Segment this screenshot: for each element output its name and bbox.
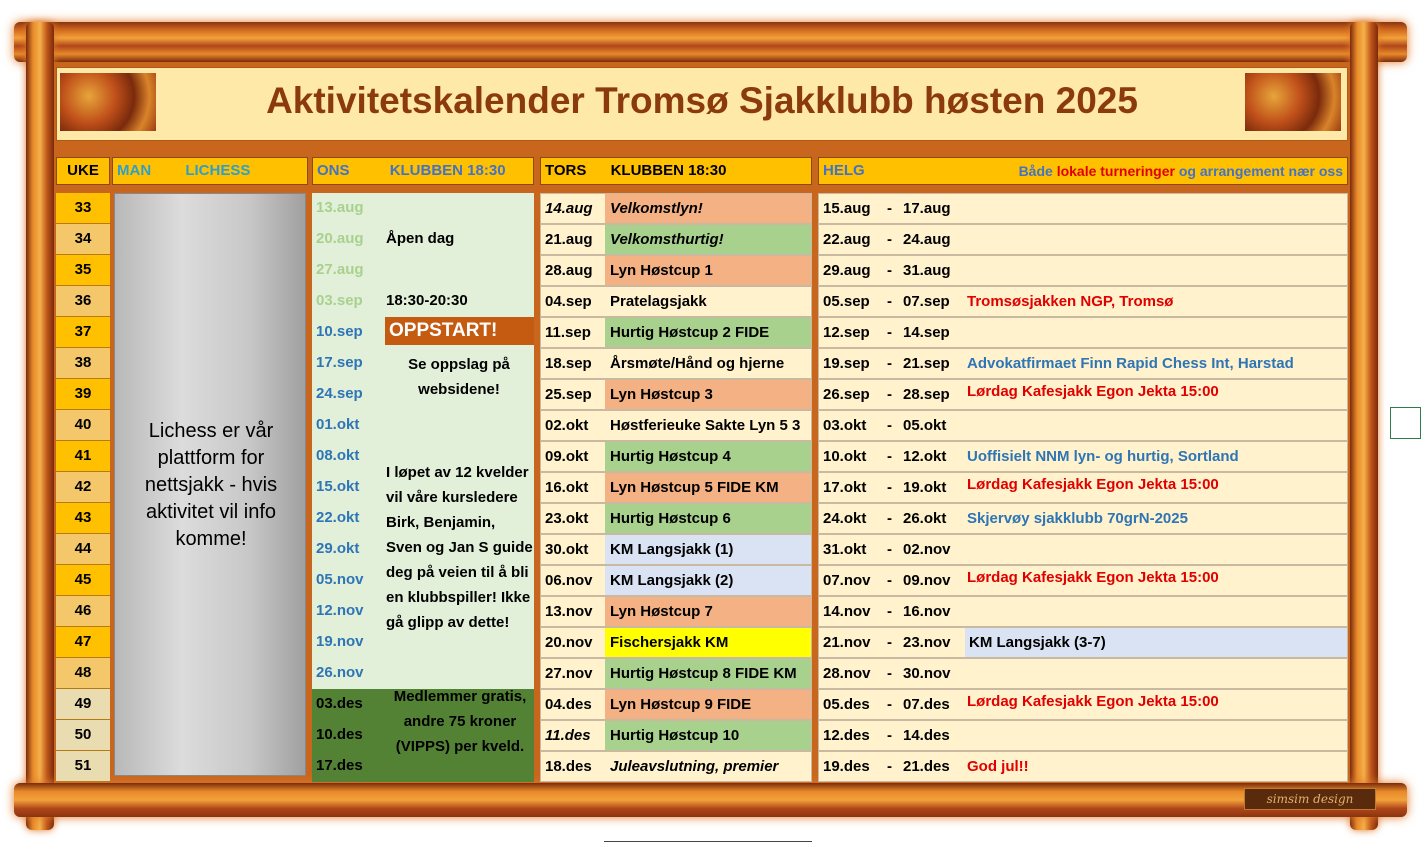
helg-row — [818, 224, 1348, 255]
ons-date: 15.okt — [312, 472, 534, 503]
tors-event: Lyn Høstcup 7 — [605, 597, 812, 626]
helg-from: 24.okt — [823, 510, 867, 527]
helg-row — [818, 441, 1348, 472]
helg-from: 31.okt — [823, 541, 867, 558]
week-number: 43 — [56, 503, 110, 534]
selection-box — [1390, 407, 1421, 439]
week-number: 51 — [56, 751, 110, 782]
tors-event: Hurtig Høstcup 2 FIDE — [605, 318, 812, 347]
helg-from: 12.sep — [823, 324, 870, 341]
header-ons — [312, 157, 534, 185]
tors-date: 23.okt — [545, 510, 589, 527]
tors-row — [540, 255, 812, 286]
tors-date: 09.okt — [545, 448, 589, 465]
week-number: 40 — [56, 410, 110, 441]
header-helg-label: HELG — [823, 162, 865, 179]
tors-event: Hurtig Høstcup 10 — [605, 721, 812, 750]
header-helg-note-2: lokale turneringer — [1056, 163, 1175, 179]
open-day-note: Åpen dag — [386, 230, 455, 247]
helg-from: 22.aug — [823, 231, 871, 248]
week-number: 46 — [56, 596, 110, 627]
frame-bottom — [14, 783, 1407, 817]
week-number: 47 — [56, 627, 110, 658]
tors-row — [540, 565, 812, 596]
ons-date: 13.aug — [312, 193, 534, 224]
helg-dash: - — [887, 231, 892, 248]
helg-to: 23.nov — [903, 634, 951, 651]
helg-event: Lørdag Kafesjakk Egon Jekta 15:00 — [967, 383, 1219, 400]
helg-dash: - — [887, 510, 892, 527]
helg-dash: - — [887, 727, 892, 744]
oppstart-banner: OPPSTART! — [385, 317, 534, 345]
tors-date: 16.okt — [545, 479, 589, 496]
tors-date: 25.sep — [545, 386, 592, 403]
helg-dash: - — [887, 758, 892, 775]
helg-row — [818, 720, 1348, 751]
bottom-line — [604, 841, 812, 842]
helg-from: 19.sep — [823, 355, 870, 372]
tors-event: Lyn Høstcup 1 — [605, 256, 812, 285]
helg-row — [818, 317, 1348, 348]
week-number: 39 — [56, 379, 110, 410]
helg-from: 17.okt — [823, 479, 867, 496]
helg-row — [818, 286, 1348, 317]
helg-to: 07.des — [903, 696, 950, 713]
helg-event: God jul!! — [967, 758, 1029, 775]
week-number: 34 — [56, 224, 110, 255]
helg-event: Uoffisielt NNM lyn- og hurtig, Sortland — [967, 448, 1239, 465]
week-number: 37 — [56, 317, 110, 348]
tors-date: 11.sep — [545, 324, 591, 341]
header-helg-note-3: og arrangement nær oss — [1178, 163, 1343, 179]
ons-date: 01.okt — [312, 410, 534, 441]
tors-event: Velkomstlyn! — [605, 194, 812, 223]
helg-from: 07.nov — [823, 572, 871, 589]
tors-event: Fischersjakk KM — [605, 628, 812, 657]
tors-date: 28.aug — [545, 262, 593, 279]
helg-dash: - — [887, 479, 892, 496]
helg-row — [818, 472, 1348, 503]
frame-top — [14, 22, 1407, 62]
week-number: 36 — [56, 286, 110, 317]
helg-from: 10.okt — [823, 448, 867, 465]
helg-row — [818, 193, 1348, 224]
ons-date: 17.des — [312, 751, 534, 782]
tors-date: 20.nov — [545, 634, 593, 651]
tors-row — [540, 751, 812, 782]
helg-to: 26.okt — [903, 510, 947, 527]
lichess-block — [114, 193, 306, 776]
tors-event: Hurtig Høstcup 6 — [605, 504, 812, 533]
frame-right — [1350, 22, 1378, 830]
tors-row — [540, 658, 812, 689]
helg-row — [818, 565, 1348, 596]
header-uke: UKE — [56, 157, 110, 185]
ons-date: 03.sep — [312, 286, 534, 317]
helg-event: Advokatfirmaet Finn Rapid Chess Int, Harstad — [967, 355, 1294, 372]
helg-dash: - — [887, 355, 892, 372]
helg-row — [818, 503, 1348, 534]
tors-date: 14.aug — [545, 200, 593, 217]
helg-to: 31.aug — [903, 262, 951, 279]
ons-date: 03.des — [312, 689, 534, 720]
autumn-leaves-image-right — [1245, 73, 1341, 131]
frame-left — [26, 22, 54, 830]
helg-from: 14.nov — [823, 603, 871, 620]
helg-from: 05.des — [823, 696, 870, 713]
helg-dash: - — [887, 541, 892, 558]
week-number: 48 — [56, 658, 110, 689]
tors-event: Høstferieuke Sakte Lyn 5 3 — [605, 411, 812, 440]
helg-row — [818, 627, 1348, 658]
week-number: 49 — [56, 689, 110, 720]
helg-to: 09.nov — [903, 572, 951, 589]
tors-date: 13.nov — [545, 603, 593, 620]
tors-event: Hurtig Høstcup 4 — [605, 442, 812, 471]
helg-to: 30.nov — [903, 665, 951, 682]
ons-date: 19.nov — [312, 627, 534, 658]
header-ons-club: KLUBBEN 18:30 — [389, 162, 506, 179]
week-number: 41 — [56, 441, 110, 472]
helg-from: 15.aug — [823, 200, 871, 217]
tors-row — [540, 410, 812, 441]
helg-dash: - — [887, 448, 892, 465]
helg-from: 05.sep — [823, 293, 870, 310]
helg-dash: - — [887, 572, 892, 589]
helg-dash: - — [887, 634, 892, 651]
tors-date: 06.nov — [545, 572, 593, 589]
helg-row — [818, 658, 1348, 689]
helg-dash: - — [887, 200, 892, 217]
members-note: Medlemmer gratis, andre 75 kroner (VIPPS) per kveld. — [393, 688, 527, 755]
week-number: 35 — [56, 255, 110, 286]
helg-dash: - — [887, 665, 892, 682]
ons-date: 29.okt — [312, 534, 534, 565]
header-man-label: MAN — [117, 162, 152, 179]
helg-row — [818, 410, 1348, 441]
helg-event: Tromsøsjakken NGP, Tromsø — [967, 293, 1174, 310]
helg-dash: - — [887, 417, 892, 434]
helg-dash: - — [887, 262, 892, 279]
helg-from: 28.nov — [823, 665, 871, 682]
helg-to: 28.sep — [903, 386, 950, 403]
ons-date: 27.aug — [312, 255, 534, 286]
tors-row — [540, 534, 812, 565]
header-helg — [818, 157, 1348, 185]
tors-row — [540, 193, 812, 224]
tors-row — [540, 379, 812, 410]
time-note: 18:30-20:30 — [386, 292, 468, 309]
ons-date: 20.aug — [312, 224, 534, 255]
header-tors-club: KLUBBEN 18:30 — [610, 162, 727, 179]
lichess-info-text: Lichess er vår plattform for nettsjakk - hvis aktivitet vil info komme! — [144, 420, 278, 550]
tors-event: KM Langsjakk (1) — [605, 535, 812, 564]
week-number: 33 — [56, 193, 110, 224]
ons-date: 08.okt — [312, 441, 534, 472]
helg-row — [818, 348, 1348, 379]
helg-to: 14.sep — [903, 324, 950, 341]
tors-event: Hurtig Høstcup 8 FIDE KM — [605, 659, 812, 688]
tors-row — [540, 689, 812, 720]
week-number: 38 — [56, 348, 110, 379]
ons-date: 10.sep — [312, 317, 534, 348]
ons-date: 05.nov — [312, 565, 534, 596]
helg-to: 21.des — [903, 758, 950, 775]
tors-date: 04.des — [545, 696, 592, 713]
tors-row — [540, 286, 812, 317]
ons-date: 22.okt — [312, 503, 534, 534]
tors-event: KM Langsjakk (2) — [605, 566, 812, 595]
ons-date: 10.des — [312, 720, 534, 751]
helg-dash: - — [887, 324, 892, 341]
autumn-leaves-image-left — [60, 73, 156, 131]
tors-date: 27.nov — [545, 665, 593, 682]
tors-row — [540, 348, 812, 379]
helg-from: 26.sep — [823, 386, 870, 403]
tors-event: Pratelagsjakk — [605, 287, 812, 316]
header-ons-label: ONS — [317, 162, 350, 179]
tors-date: 04.sep — [545, 293, 592, 310]
ons-date: 26.nov — [312, 658, 534, 689]
tors-date: 02.okt — [545, 417, 589, 434]
helg-row — [818, 379, 1348, 410]
header-tors — [540, 157, 812, 185]
tors-row — [540, 472, 812, 503]
helg-dash: - — [887, 293, 892, 310]
tors-row — [540, 441, 812, 472]
course-note: I løpet av 12 kvelder vil våre kursledere Birk, Benjamin, Sven og Jan S guide deg på veien til å bli en klubbspiller! Ikke gå glipp av dette! — [386, 464, 533, 631]
helg-row — [818, 596, 1348, 627]
ons-date: 12.nov — [312, 596, 534, 627]
header-tors-label: TORS — [545, 162, 587, 179]
tors-row — [540, 627, 812, 658]
helg-row — [818, 751, 1348, 782]
tors-date: 18.des — [545, 758, 592, 775]
tors-event: Årsmøte/Hånd og hjerne — [605, 349, 812, 378]
header-helg-note-1: Både — [1018, 163, 1053, 179]
helg-from: 03.okt — [823, 417, 867, 434]
tors-row — [540, 720, 812, 751]
tors-event: Lyn Høstcup 9 FIDE — [605, 690, 812, 719]
helg-from: 19.des — [823, 758, 870, 775]
tors-event: Lyn Høstcup 5 FIDE KM — [605, 473, 812, 502]
helg-to: 19.okt — [903, 479, 947, 496]
simsim-design-signature: simsim design — [1244, 788, 1376, 810]
week-number: 44 — [56, 534, 110, 565]
helg-to: 21.sep — [903, 355, 950, 372]
tors-event: Velkomsthurtig! — [605, 225, 812, 254]
tors-date: 11.des — [545, 727, 591, 744]
helg-to: 07.sep — [903, 293, 950, 310]
page-title: Aktivitetskalender Tromsø Sjakklubb høsten 2025 — [266, 80, 1138, 121]
helg-to: 16.nov — [903, 603, 951, 620]
helg-from: 12.des — [823, 727, 870, 744]
helg-event: Lørdag Kafesjakk Egon Jekta 15:00 — [967, 693, 1219, 710]
tors-date: 18.sep — [545, 355, 592, 372]
header-man — [112, 157, 308, 185]
helg-event: Lørdag Kafesjakk Egon Jekta 15:00 — [967, 476, 1219, 493]
week-number: 50 — [56, 720, 110, 751]
helg-event: KM Langsjakk (3-7) — [965, 628, 1348, 657]
tors-row — [540, 596, 812, 627]
ons-date: 24.sep — [312, 379, 534, 410]
helg-to: 14.des — [903, 727, 950, 744]
helg-from: 21.nov — [823, 634, 871, 651]
helg-from: 29.aug — [823, 262, 871, 279]
tors-row — [540, 503, 812, 534]
helg-row — [818, 534, 1348, 565]
helg-to: 12.okt — [903, 448, 947, 465]
tors-row — [540, 224, 812, 255]
helg-row — [818, 689, 1348, 720]
helg-event: Lørdag Kafesjakk Egon Jekta 15:00 — [967, 569, 1219, 586]
tors-event: Lyn Høstcup 3 — [605, 380, 812, 409]
helg-event: Skjervøy sjakklubb 70grN-2025 — [967, 510, 1188, 527]
tors-row — [540, 317, 812, 348]
helg-to: 24.aug — [903, 231, 951, 248]
helg-dash: - — [887, 696, 892, 713]
tors-event: Juleavslutning, premier — [605, 752, 812, 781]
tors-date: 21.aug — [545, 231, 593, 248]
see-notice-note: Se oppslag på websidene! — [408, 356, 510, 398]
week-number: 45 — [56, 565, 110, 596]
week-number: 42 — [56, 472, 110, 503]
header-lichess-label: LICHESS — [185, 162, 251, 179]
helg-row — [818, 255, 1348, 286]
helg-to: 17.aug — [903, 200, 951, 217]
helg-to: 05.okt — [903, 417, 947, 434]
helg-dash: - — [887, 386, 892, 403]
helg-to: 02.nov — [903, 541, 951, 558]
helg-dash: - — [887, 603, 892, 620]
tors-date: 30.okt — [545, 541, 589, 558]
ons-date: 17.sep — [312, 348, 534, 379]
